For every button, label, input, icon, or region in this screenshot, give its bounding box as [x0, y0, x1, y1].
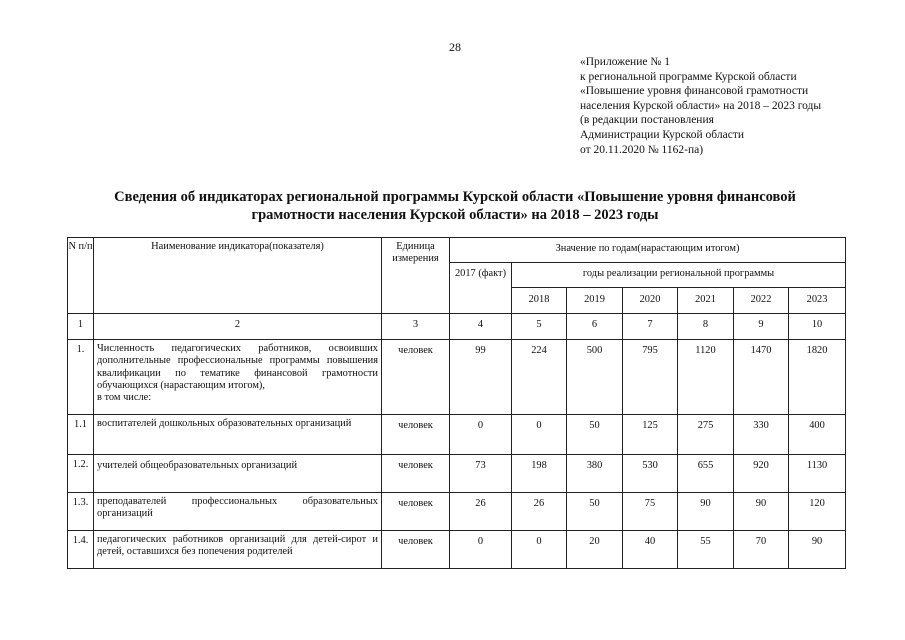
- row-name: воспитателей дошкольных образовательных организаций: [94, 415, 382, 455]
- row-value: 26: [450, 493, 512, 531]
- appendix-line: «Приложение № 1: [580, 56, 670, 68]
- col-number: 8: [678, 314, 734, 340]
- document-title: [60, 188, 850, 224]
- row-value: 920: [734, 455, 789, 493]
- row-value: 500: [567, 340, 623, 415]
- header-values-group: Значение по годам(нарастающим итогом): [450, 238, 846, 263]
- appendix-note: [580, 55, 821, 157]
- row-value: 0: [450, 415, 512, 455]
- row-value: 330: [734, 415, 789, 455]
- row-value: 70: [734, 531, 789, 569]
- appendix-line: Администрации Курской области: [580, 128, 744, 141]
- row-value: 530: [623, 455, 678, 493]
- row-value: 55: [678, 531, 734, 569]
- row-unit: человек: [382, 455, 450, 493]
- row-unit: человек: [382, 493, 450, 531]
- row-num: 1.3.: [68, 493, 94, 531]
- indicators-table: [67, 237, 846, 569]
- row-value: 75: [623, 493, 678, 531]
- header-base-year: 2017 (факт): [450, 263, 512, 314]
- row-value: 125: [623, 415, 678, 455]
- table-row: [68, 340, 846, 415]
- row-value: 99: [450, 340, 512, 415]
- appendix-line: от 20.11.2020 № 1162-па): [580, 143, 704, 156]
- row-value: 198: [512, 455, 567, 493]
- table-row: [68, 493, 846, 531]
- page-number: 28: [449, 40, 461, 54]
- appendix-line: «Повышение уровня финансовой грамотности: [580, 85, 809, 98]
- row-name: учителей общеобразовательных организаций: [94, 455, 382, 493]
- row-unit: человек: [382, 340, 450, 415]
- appendix-line: (в редакции постановления: [580, 114, 714, 127]
- header-num: N п/п: [68, 238, 94, 314]
- col-number: 7: [623, 314, 678, 340]
- row-value: 400: [789, 415, 846, 455]
- row-name-extra: в том числе:: [97, 392, 152, 404]
- row-value: 1820: [789, 340, 846, 415]
- row-value: 0: [512, 415, 567, 455]
- row-value: 655: [678, 455, 734, 493]
- row-num: 1.4.: [68, 531, 94, 569]
- header-name: Наименование индикатора(показателя): [94, 238, 382, 314]
- row-value: 0: [512, 531, 567, 569]
- table-row: [68, 455, 846, 493]
- row-value: 0: [450, 531, 512, 569]
- col-number: 1: [68, 314, 94, 340]
- row-value: 26: [512, 493, 567, 531]
- row-value: 380: [567, 455, 623, 493]
- row-value: 50: [567, 493, 623, 531]
- row-unit: человек: [382, 415, 450, 455]
- row-value: 120: [789, 493, 846, 531]
- row-value: 90: [789, 531, 846, 569]
- col-number: 5: [512, 314, 567, 340]
- appendix-line: к региональной программе Курской области: [580, 70, 797, 83]
- header-year: 2020: [623, 288, 678, 314]
- row-value: 795: [623, 340, 678, 415]
- row-unit: человек: [382, 531, 450, 569]
- row-value: 50: [567, 415, 623, 455]
- header-unit: Единица измерения: [382, 238, 450, 314]
- header-year: 2019: [567, 288, 623, 314]
- row-num: 1.1: [68, 415, 94, 455]
- row-name: преподавателей профессиональных образовательных организаций: [94, 493, 382, 531]
- table-row: [68, 415, 846, 455]
- header-year: 2023: [789, 288, 846, 314]
- header-year: 2021: [678, 288, 734, 314]
- row-value: 90: [734, 493, 789, 531]
- row-value: 40: [623, 531, 678, 569]
- row-value: 1120: [678, 340, 734, 415]
- header-year: 2022: [734, 288, 789, 314]
- row-num: 1.2.: [68, 455, 94, 493]
- row-name: педагогических работников организаций для детей-сирот и детей, оставшихся без попечения родителей: [94, 531, 382, 569]
- row-value: 1130: [789, 455, 846, 493]
- row-name-text: Численность педагогических работников, освоивших дополнительные профессиональные программы повышения квалификации по тематике финансовой грамотности обучающихся (нарастающим итогом),: [97, 343, 378, 391]
- title-line: Сведения об индикаторах региональной программы Курской области «Повышение уровня финансовой: [114, 189, 796, 205]
- col-number: 9: [734, 314, 789, 340]
- col-number: 6: [567, 314, 623, 340]
- col-number: 4: [450, 314, 512, 340]
- row-num: 1.: [68, 340, 94, 415]
- col-number: 2: [94, 314, 382, 340]
- header-program-years: годы реализации региональной программы: [512, 263, 846, 288]
- row-value: 275: [678, 415, 734, 455]
- col-number: 10: [789, 314, 846, 340]
- header-year: 2018: [512, 288, 567, 314]
- row-value: 1470: [734, 340, 789, 415]
- col-number: 3: [382, 314, 450, 340]
- row-value: 224: [512, 340, 567, 415]
- row-value: 20: [567, 531, 623, 569]
- table-row: [68, 531, 846, 569]
- row-value: 90: [678, 493, 734, 531]
- row-name: [94, 340, 382, 415]
- row-value: 73: [450, 455, 512, 493]
- appendix-line: населения Курской области» на 2018 – 2023 годы: [580, 99, 822, 112]
- title-line: грамотности населения Курской области» на 2018 – 2023 годы: [251, 207, 659, 223]
